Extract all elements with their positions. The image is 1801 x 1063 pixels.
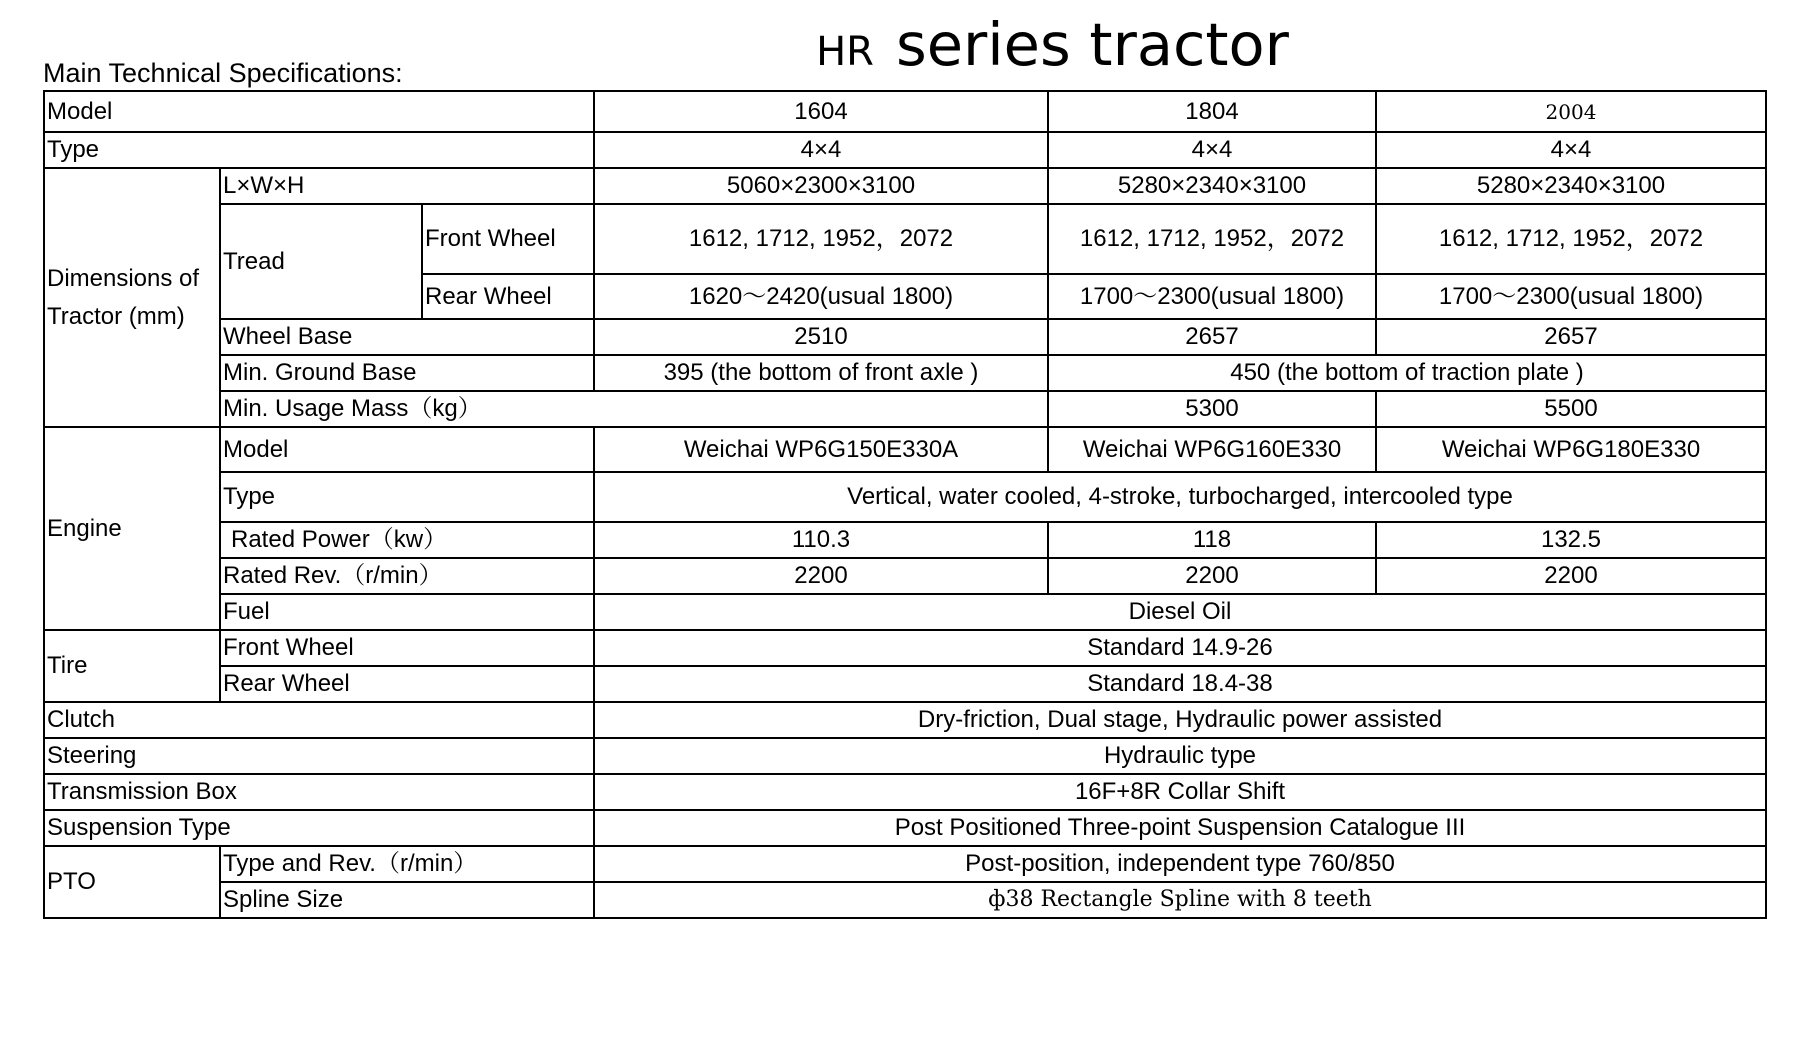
row-label: Front Wheel (422, 204, 594, 274)
row-label: Rear Wheel (220, 666, 594, 702)
row-label: Type and Rev.（r/min） (220, 846, 594, 882)
cell-value: 1700～2300(usual 1800) (1048, 274, 1376, 319)
table-row (44, 355, 1766, 391)
table-row (44, 132, 1766, 168)
cell-value: Dry-friction, Dual stage, Hydraulic power assisted (594, 702, 1766, 738)
row-label: Suspension Type (44, 810, 594, 846)
subtitle: Main Technical Specifications: (43, 58, 403, 88)
cell-value: Post Positioned Three-point Suspension Catalogue III (594, 810, 1766, 846)
cell-value: Hydraulic type (594, 738, 1766, 774)
cell-value: 5500 (1376, 391, 1766, 427)
row-label: Spline Size (220, 882, 594, 918)
cell-value: 2510 (594, 319, 1048, 355)
title-prefix: HR (816, 29, 874, 75)
table-row (44, 204, 1766, 274)
table-row (44, 738, 1766, 774)
cell-value: 2200 (1376, 558, 1766, 594)
cell-value: Weichai WP6G150E330A (594, 427, 1048, 472)
cell-value: 4×4 (594, 132, 1048, 168)
cell-value: 2657 (1048, 319, 1376, 355)
cell-value: Standard 14.9-26 (594, 630, 1766, 666)
cell-value: Standard 18.4-38 (594, 666, 1766, 702)
row-label: Tread (220, 204, 422, 319)
row-label: Min. Usage Mass（kg） (220, 391, 1048, 427)
cell-value: 1612, 1712, 1952，2072 (1048, 204, 1376, 274)
cell-value: 1612, 1712, 1952，2072 (594, 204, 1048, 274)
table-row (44, 472, 1766, 522)
group-label: Engine (44, 427, 220, 630)
table-row (44, 846, 1766, 882)
table-row (44, 427, 1766, 472)
table-row (44, 882, 1766, 918)
row-label: Clutch (44, 702, 594, 738)
table-row (44, 666, 1766, 702)
table-row (44, 810, 1766, 846)
cell-value: 1700～2300(usual 1800) (1376, 274, 1766, 319)
row-label: Type (44, 132, 594, 168)
row-label: Rear Wheel (422, 274, 594, 319)
cell-value: 450 (the bottom of traction plate ) (1048, 355, 1766, 391)
group-label: Tire (44, 630, 220, 702)
row-label: Front Wheel (220, 630, 594, 666)
row-label: Rated Rev.（r/min） (220, 558, 594, 594)
row-label: L×W×H (220, 168, 594, 204)
spec-table (43, 90, 1767, 919)
cell-value: Weichai WP6G180E330 (1376, 427, 1766, 472)
cell-value: ф38 Rectangle Spline with 8 teeth (594, 882, 1766, 918)
row-label-text: Rated Power（kw） (231, 526, 448, 553)
cell-value: 16F+8R Collar Shift (594, 774, 1766, 810)
cell-value: 2657 (1376, 319, 1766, 355)
cell-value: 5060×2300×3100 (594, 168, 1048, 204)
table-row (44, 558, 1766, 594)
row-label (220, 522, 594, 558)
cell-value: 2200 (1048, 558, 1376, 594)
model-name: 1804 (1048, 91, 1376, 132)
row-label: Wheel Base (220, 319, 594, 355)
cell-value: 1620～2420(usual 1800) (594, 274, 1048, 319)
cell-value: 395 (the bottom of front axle ) (594, 355, 1048, 391)
cell-value: 5300 (1048, 391, 1376, 427)
row-label: Min. Ground Base (220, 355, 594, 391)
cell-value: 5280×2340×3100 (1048, 168, 1376, 204)
table-row (44, 91, 1766, 132)
title-text: series tractor (895, 10, 1289, 79)
table-row (44, 391, 1766, 427)
model-name: 1604 (594, 91, 1048, 132)
cell-value: 132.5 (1376, 522, 1766, 558)
group-label: PTO (44, 846, 220, 918)
table-row (44, 702, 1766, 738)
table-row (44, 522, 1766, 558)
cell-value: 118 (1048, 522, 1376, 558)
cell-value: 1612, 1712, 1952，2072 (1376, 204, 1766, 274)
table-row (44, 774, 1766, 810)
table-row (44, 168, 1766, 204)
model-name: 2004 (1376, 91, 1766, 132)
row-label: Transmission Box (44, 774, 594, 810)
cell-value: Diesel Oil (594, 594, 1766, 630)
cell-value: 4×4 (1048, 132, 1376, 168)
cell-value: 4×4 (1376, 132, 1766, 168)
row-label: Type (220, 472, 594, 522)
cell-value: Vertical, water cooled, 4-stroke, turbocharged, intercooled type (594, 472, 1766, 522)
group-label: Dimensions of Tractor (mm) (44, 168, 220, 427)
cell-value: 2200 (594, 558, 1048, 594)
table-row (44, 630, 1766, 666)
table-row (44, 319, 1766, 355)
table-row (44, 594, 1766, 630)
row-label: Fuel (220, 594, 594, 630)
cell-value: 110.3 (594, 522, 1048, 558)
row-label: Steering (44, 738, 594, 774)
row-label: Model (44, 91, 594, 132)
row-label: Model (220, 427, 594, 472)
cell-value: Post-position, independent type 760/850 (594, 846, 1766, 882)
cell-value: Weichai WP6G160E330 (1048, 427, 1376, 472)
cell-value: 5280×2340×3100 (1376, 168, 1766, 204)
